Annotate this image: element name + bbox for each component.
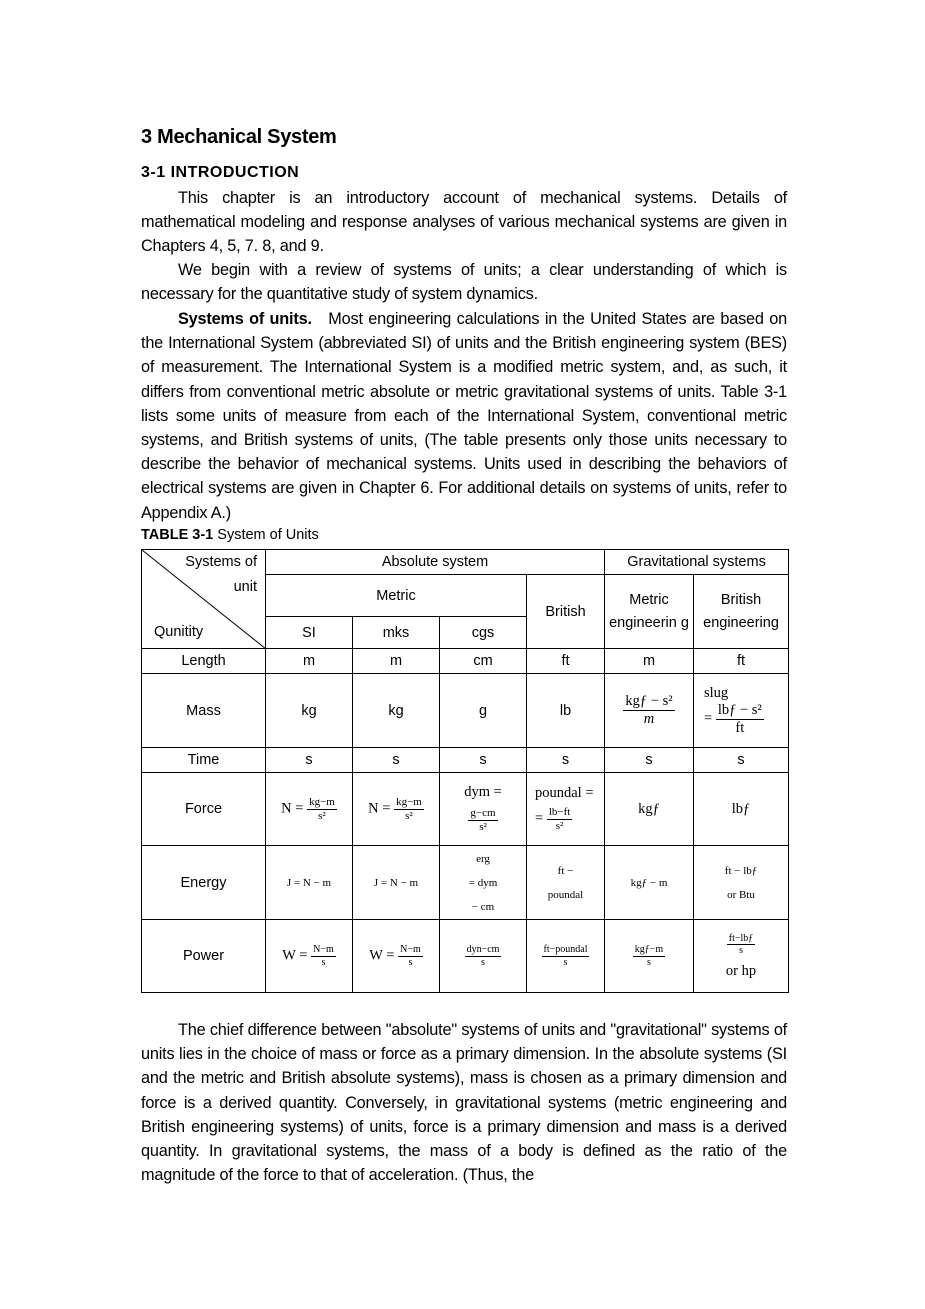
fraction — [716, 702, 764, 736]
fraction — [465, 944, 502, 968]
unit-cell: cm — [440, 649, 527, 674]
unit-cell — [440, 846, 527, 920]
unit-cell: s — [605, 748, 694, 773]
quantity-label: Mass — [142, 674, 266, 748]
numerator: N−m — [313, 944, 334, 955]
table-row-mass — [142, 674, 789, 748]
metric-engineering-header: Metric engineerin g — [605, 575, 694, 649]
numerator: N−m — [400, 944, 421, 955]
fraction — [394, 796, 424, 822]
denominator: s — [563, 956, 568, 968]
unit-cell: J = N − m — [353, 846, 440, 920]
paragraph-absolute-vs-gravitational: The chief difference between "absolute" systems of units and "gravitational" systems of units lies in the choice of mass or force as a primary dimension. In the absolute systems (SI and the metric and British absolute systems), mass is chosen as a primary dimension and force is a derived quantity. Conversely, in gravitational systems (metric engineering and British engineering systems) of units, force is a primary dimension and mass is a derived quantity. In gravitational systems, the mass of a body is defined as the ratio of the magnitude of the force to that of acceleration. (Thus, the — [141, 1021, 787, 1185]
equals-sign: = — [535, 810, 544, 827]
corner-header-cell — [142, 550, 266, 649]
quantity-label: Time — [142, 748, 266, 773]
gravitational-systems-header: Gravitational systems — [605, 550, 789, 575]
unit-cell: s — [266, 748, 353, 773]
fraction — [398, 944, 423, 968]
table-row-power — [142, 920, 789, 993]
denominator: s² — [405, 809, 413, 822]
quantity-label: Force — [142, 773, 266, 846]
numerator: kg−m — [309, 795, 335, 808]
denominator: s² — [479, 821, 487, 833]
numerator: g−cm — [470, 807, 496, 820]
unit-cell: J = N − m — [266, 846, 353, 920]
denominator: s — [739, 945, 743, 956]
paragraph-systems-of-units — [141, 307, 787, 525]
denominator: m — [643, 711, 655, 727]
corner-quantity-label: Qunitity — [154, 624, 204, 640]
unit-cell — [527, 846, 605, 920]
fraction — [468, 807, 497, 833]
paragraph-intro: This chapter is an introductory account of mechanical systems. Details of mathematical modeling and response analyses of various mechanical systems are given in Chapters 4, 5, 7. 8, and 9. — [141, 189, 787, 256]
fraction — [727, 933, 756, 957]
unit-cell: m — [266, 649, 353, 674]
dyne-label: dym = — [464, 784, 502, 801]
fraction — [307, 796, 337, 822]
numerator: lbƒ − s² — [717, 701, 762, 718]
denominator: s — [481, 956, 485, 968]
denominator: s — [647, 956, 651, 968]
unit-cell: g — [440, 674, 527, 748]
unit-cell — [694, 674, 789, 748]
table-row-length — [142, 649, 789, 674]
numerator: kgƒ−m — [634, 944, 664, 955]
cgs-header: cgs — [440, 617, 527, 649]
unit-cell: s — [440, 748, 527, 773]
unit-cell: kg — [353, 674, 440, 748]
fraction — [633, 944, 665, 968]
numerator: lb−ft — [548, 806, 571, 819]
table-caption — [141, 527, 319, 543]
numerator: ft−lbƒ — [728, 932, 754, 944]
corner-unit-label: unit — [233, 579, 257, 595]
fraction — [542, 944, 590, 968]
poundal-label: poundal = — [535, 785, 594, 802]
unit-cell — [353, 773, 440, 846]
table-caption-label: TABLE 3-1 — [141, 527, 214, 543]
energy-line: poundal — [547, 888, 584, 901]
unit-cell: kg — [266, 674, 353, 748]
unit-cell: lb — [527, 674, 605, 748]
unit-cell — [353, 920, 440, 993]
section-heading: 3-1 INTRODUCTION — [141, 164, 300, 181]
paragraph-review: We begin with a review of systems of units; a clear understanding of which is necessary for the quantitative study of system dynamics. — [141, 261, 787, 304]
slug-label: slug — [704, 684, 729, 701]
unit-cell: kgƒ — [605, 773, 694, 846]
unit-cell — [694, 920, 789, 993]
or-hp-label: or hp — [725, 962, 757, 979]
unit-cell — [440, 920, 527, 993]
quantity-label: Power — [142, 920, 266, 993]
numerator: kgƒ − s² — [625, 693, 673, 710]
numerator: kg−m — [396, 795, 422, 808]
lhs: W = — [369, 947, 395, 964]
unit-cell — [440, 773, 527, 846]
denominator: ft — [735, 719, 745, 736]
equals-sign: = — [704, 710, 713, 727]
british-header: British — [527, 575, 605, 649]
energy-line: or Btu — [727, 888, 755, 901]
corner-systems-label: Systems of — [185, 554, 257, 570]
unit-cell — [605, 920, 694, 993]
denominator: s — [321, 956, 326, 968]
denominator: s² — [555, 820, 564, 832]
mks-header: mks — [353, 617, 440, 649]
table-row-force — [142, 773, 789, 846]
energy-line: ft − — [557, 864, 574, 877]
unit-cell — [527, 773, 605, 846]
energy-line: ft − lbƒ — [724, 864, 758, 877]
run-in-heading: Systems of units. — [178, 310, 312, 328]
lhs: N = — [368, 800, 391, 817]
lhs: N = — [281, 800, 304, 817]
unit-cell: ft — [527, 649, 605, 674]
energy-line: erg — [476, 852, 490, 865]
energy-line: − cm — [471, 900, 495, 913]
lhs: W = — [282, 947, 308, 964]
si-header: SI — [266, 617, 353, 649]
fraction — [547, 806, 572, 832]
absolute-system-header: Absolute system — [266, 550, 605, 575]
fraction — [311, 944, 336, 968]
unit-cell — [605, 674, 694, 748]
quantity-label: Length — [142, 649, 266, 674]
energy-line: = dym — [468, 876, 498, 889]
unit-cell: s — [694, 748, 789, 773]
unit-cell — [266, 920, 353, 993]
unit-cell: m — [605, 649, 694, 674]
unit-cell: kgƒ − m — [605, 846, 694, 920]
unit-cell — [527, 920, 605, 993]
unit-cell — [694, 846, 789, 920]
units-table — [141, 549, 789, 993]
table-caption-text: System of Units — [217, 527, 319, 543]
paragraph-body: Most engineering calculations in the United States are based on the International System (abbreviated SI) of units and the British engineering system (BES) of measurement. The International System is a modified metric system, and, as such, it differs from conventional metric absolute or metric gravitational systems of units. Table 3-1 lists some units of measure from each of the International System, conventional metric systems, and British systems of units, (The table presents only those units necessary to describe the behavior of mechanical systems. Units used in describing the behaviors of electrical systems are given in Chapter 6. For additional details on systems of units, refer to Appendix A.) — [141, 310, 787, 522]
chapter-heading: 3 Mechanical System — [141, 126, 337, 148]
table-row-energy — [142, 846, 789, 920]
unit-cell: s — [353, 748, 440, 773]
unit-cell: lbƒ — [694, 773, 789, 846]
numerator: dyn−cm — [466, 944, 500, 955]
british-engineering-header: British engineering — [694, 575, 789, 649]
denominator: s — [408, 956, 413, 968]
unit-cell — [266, 773, 353, 846]
denominator: s² — [318, 809, 326, 822]
numerator: ft−poundal — [543, 944, 588, 955]
unit-cell: ft — [694, 649, 789, 674]
quantity-label: Energy — [142, 846, 266, 920]
metric-header: Metric — [266, 575, 527, 617]
unit-cell: m — [353, 649, 440, 674]
table-row-time — [142, 748, 789, 773]
fraction — [623, 693, 674, 727]
unit-cell: s — [527, 748, 605, 773]
